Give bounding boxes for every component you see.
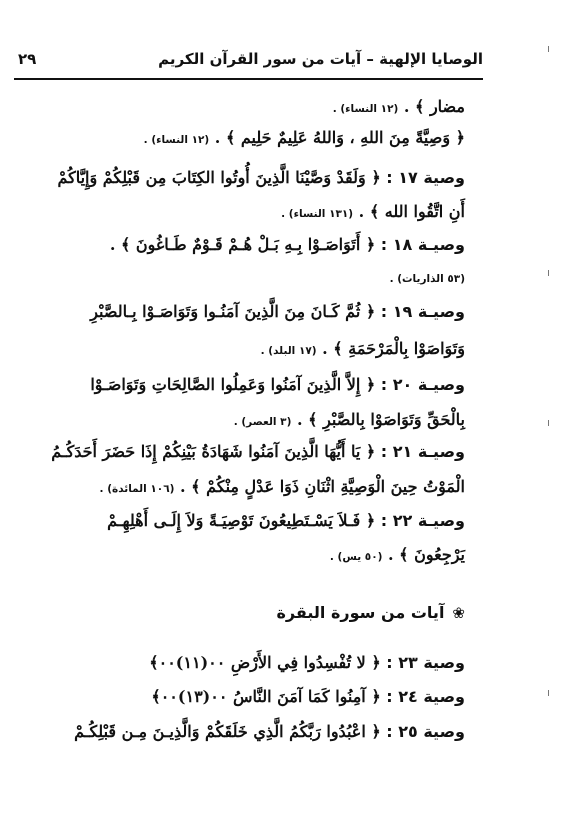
verse-reference: (٥٠ يس) .: [329, 551, 383, 563]
text-line: [16, 297, 465, 327]
text-line: [16, 370, 465, 400]
verse-text: أَنِ اتَّقُوا الله ﴾ .: [353, 202, 465, 221]
running-title: الوصايا الإلهية – آيات من سور القرآن الكريم: [158, 50, 483, 68]
section-heading-text: آيات من سورة البقرة: [276, 603, 445, 622]
text-line: [16, 648, 465, 678]
verse-reference: (٥٣ الذاريات) .: [389, 273, 465, 285]
text-line: [16, 540, 465, 570]
margin-mark: [548, 420, 549, 426]
verse-reference: (١٢ النساء) .: [143, 134, 210, 146]
verse-text: ﴿ أَتَوَاصَـوْا بِـهِ بَـلْ هُـمْ قَـوْمٌ طَـاغُونَ ﴾ .: [109, 235, 376, 254]
text-line: [16, 197, 465, 227]
verse-text: ﴿ فَـلاَ يَسْـتَطِيعُونَ تَوْصِيَـةً وَلاَ إِلَـى أَهْلِهِـمْ: [107, 511, 376, 530]
verse-text: ﴿ وَصِيَّةً مِنَ اللهِ ، وَاللهُ عَلِيمٌ حَلِيم ﴾ .: [209, 128, 465, 147]
line-label: وصية ٢٤ :: [380, 687, 465, 706]
verse-text: الْمَوْتُ حِينَ الْوَصِيَّةِ اثْنَانِ ذَوَا عَدْلٍ مِنْكُمْ ﴾ .: [174, 477, 465, 496]
margin-mark: [548, 46, 549, 52]
text-line: [16, 262, 465, 292]
line-label: وصيـة ٢١ :: [375, 442, 465, 461]
verse-reference: (١٢ النساء) .: [332, 103, 399, 115]
text-line: [16, 163, 465, 193]
margin-mark: [548, 690, 549, 696]
text-line: [16, 506, 465, 536]
verse-reference: (١٣١ النساء) .: [281, 208, 354, 220]
text-line: [16, 437, 465, 467]
verse-text: بِالْحَقِّ وَتَوَاصَوْا بِالصَّبْرِ ﴾ .: [291, 410, 465, 429]
line-label: وصية ٢٥ :: [380, 722, 465, 741]
page-number: ٢٩: [18, 50, 37, 68]
line-label: وصيـة ١٩ :: [375, 302, 465, 321]
text-line: [16, 717, 465, 747]
verse-text: يَرْجِعُونَ ﴾ .: [382, 545, 465, 564]
text-line: [16, 405, 465, 435]
line-label: وصيـة ٢٢ :: [375, 511, 465, 530]
margin-mark: [548, 270, 549, 276]
verse-reference: (١٧ البلد) .: [260, 345, 317, 357]
verse-reference: (٣ العصر) .: [233, 416, 292, 428]
line-label: وصيـة ١٨ :: [375, 235, 465, 254]
verse-text: ﴿ آمِنُوا كَمَا آمَنَ النَّاسُ ٠٠(١٣)٠٠﴾: [151, 687, 381, 706]
verse-text: ﴿ إِلاَّ الَّذِينَ آمَنُوا وَعَمِلُوا الصَّالِحَاتِ وَتَوَاصَـوْا: [90, 375, 376, 394]
line-label: وصيـة ٢٠ :: [375, 375, 465, 394]
text-line: [16, 92, 465, 122]
verse-text: ﴿ يَا أَيُّهَا الَّذِينَ آمَنُوا شَهَادَةُ بَيْنِكُمْ إِذَا حَضَرَ أَحَدَكُـمُ: [51, 442, 376, 461]
line-label: وصية ٢٣ :: [380, 653, 465, 672]
verse-text: ﴿ ثُمَّ كَـانَ مِنَ الَّذِينَ آمَنُـوا وَتَوَاصَـوْا بِـالصَّبْرِ: [90, 302, 376, 321]
section-heading: [276, 598, 465, 628]
page-header: [14, 44, 483, 80]
verse-text: ﴿ اعْبُدُوا رَبَّكُمُ الَّذِي خَلَقَكُمْ وَالَّذِيـنَ مِـن قَبْلِكُـمْ: [74, 722, 381, 741]
text-line: [16, 123, 465, 153]
verse-text: ﴿ لا تُفْسِدُوا فِي الأَرْضِ ٠٠(١١)٠٠﴾: [149, 653, 381, 672]
verse-text: ﴿ وَلَقَدْ وَصَّيْنَا الَّذِينَ أُوتُوا الكِتَابَ مِن قَبْلِكُمْ وَإِيَّاكُمْ: [57, 168, 381, 187]
line-label: وصية ١٧ :: [380, 168, 465, 187]
verse-text: مضار ﴾ .: [398, 97, 465, 116]
text-line: [16, 682, 465, 712]
text-line: [16, 472, 465, 502]
flower-icon: ❀: [452, 604, 465, 622]
verse-reference: (١٠٦ المائدة) .: [99, 483, 175, 495]
text-line: [16, 230, 465, 260]
verse-text: وَتَوَاصَوْا بِالْمَرْحَمَةِ ﴾ .: [316, 339, 465, 358]
text-line: [16, 334, 465, 364]
